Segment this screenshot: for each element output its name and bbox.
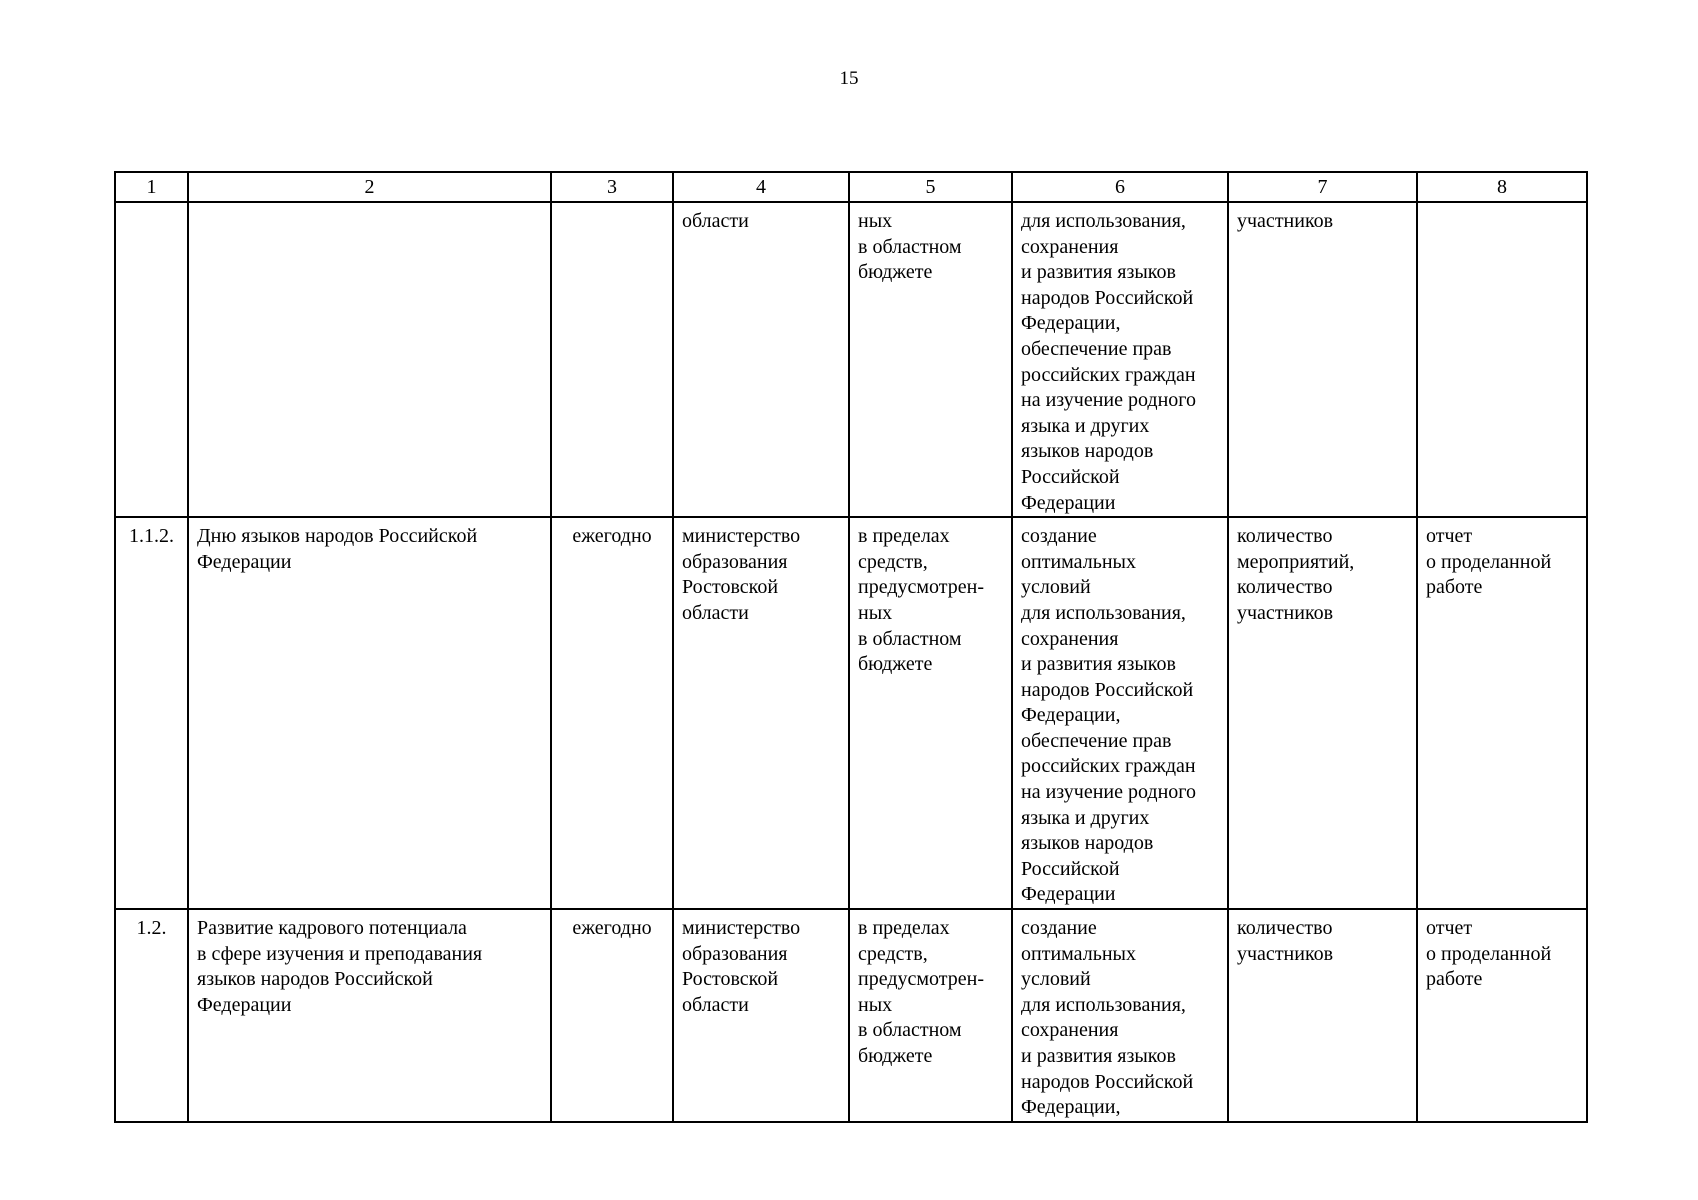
report-form: отчет о проделанной работе bbox=[1426, 917, 1552, 991]
item-number-cell bbox=[115, 909, 188, 1122]
column-header: 5 bbox=[849, 172, 1012, 202]
expected-result: для использования, сохранения и развития языков народов Российской Федерации, обеспечение прав российских граждан на изучение родного языка и других языков народов Российской Федерации bbox=[1021, 210, 1196, 514]
activity-name-cell bbox=[188, 202, 551, 517]
period-cell bbox=[551, 202, 673, 517]
funding-cell bbox=[849, 909, 1012, 1122]
activity-name-cell bbox=[188, 909, 551, 1122]
executor: министерство образования Ростовской области bbox=[682, 917, 801, 1016]
funding-cell bbox=[849, 202, 1012, 517]
item-number-cell bbox=[115, 517, 188, 909]
executor-cell bbox=[673, 517, 849, 909]
indicator: количество участников bbox=[1237, 917, 1334, 965]
report-cell bbox=[1417, 909, 1587, 1122]
activity-name: Дню языков народов Российской Федерации bbox=[197, 525, 478, 573]
item-number: 1.2. bbox=[136, 917, 167, 940]
column-header: 4 bbox=[673, 172, 849, 202]
period: ежегодно bbox=[572, 917, 652, 940]
period: ежегодно bbox=[572, 525, 652, 548]
funding-cell bbox=[849, 517, 1012, 909]
table-row bbox=[115, 517, 1587, 909]
item-number-cell bbox=[115, 202, 188, 517]
executor: области bbox=[682, 210, 749, 232]
column-header: 7 bbox=[1228, 172, 1417, 202]
funding: в пределах средств, предусмотрен- ных в областном бюджете bbox=[858, 917, 984, 1067]
indicator: участников bbox=[1237, 210, 1334, 232]
indicator: количество мероприятий, количество участников bbox=[1237, 525, 1355, 624]
result-cell bbox=[1012, 517, 1228, 909]
column-header: 1 bbox=[115, 172, 188, 202]
table-row bbox=[115, 909, 1587, 1122]
indicator-cell bbox=[1228, 202, 1417, 517]
column-header: 3 bbox=[551, 172, 673, 202]
expected-result: создание оптимальных условий для использования, сохранения и развития языков народов Российской Федерации, обеспечение прав российских граждан на изучение родного языка и других языков народов Российской Федерации bbox=[1021, 525, 1196, 906]
period-cell bbox=[551, 909, 673, 1122]
activity-name-cell bbox=[188, 517, 551, 909]
result-cell bbox=[1012, 909, 1228, 1122]
column-header: 8 bbox=[1417, 172, 1587, 202]
indicator-cell bbox=[1228, 909, 1417, 1122]
indicator-cell bbox=[1228, 517, 1417, 909]
table-row bbox=[115, 202, 1587, 517]
report-cell bbox=[1417, 517, 1587, 909]
executor-cell bbox=[673, 909, 849, 1122]
period-cell bbox=[551, 517, 673, 909]
report-cell bbox=[1417, 202, 1587, 517]
item-number: 1.1.2. bbox=[129, 525, 174, 548]
column-number-header-row bbox=[115, 172, 1587, 202]
executor-cell bbox=[673, 202, 849, 517]
funding: ных в областном бюджете bbox=[858, 210, 962, 284]
column-header: 6 bbox=[1012, 172, 1228, 202]
report-form: отчет о проделанной работе bbox=[1426, 525, 1552, 599]
page-number: 15 bbox=[839, 68, 859, 89]
result-cell bbox=[1012, 202, 1228, 517]
funding: в пределах средств, предусмотрен- ных в областном бюджете bbox=[858, 525, 984, 676]
activity-name: Развитие кадрового потенциала в сфере изучения и преподавания языков народов Российской Федерации bbox=[197, 917, 483, 1016]
expected-result: создание оптимальных условий для использования, сохранения и развития языков народов Российской Федерации, bbox=[1021, 917, 1194, 1119]
executor: министерство образования Ростовской области bbox=[682, 525, 801, 624]
activities-table bbox=[114, 171, 1588, 1123]
column-header: 2 bbox=[188, 172, 551, 202]
